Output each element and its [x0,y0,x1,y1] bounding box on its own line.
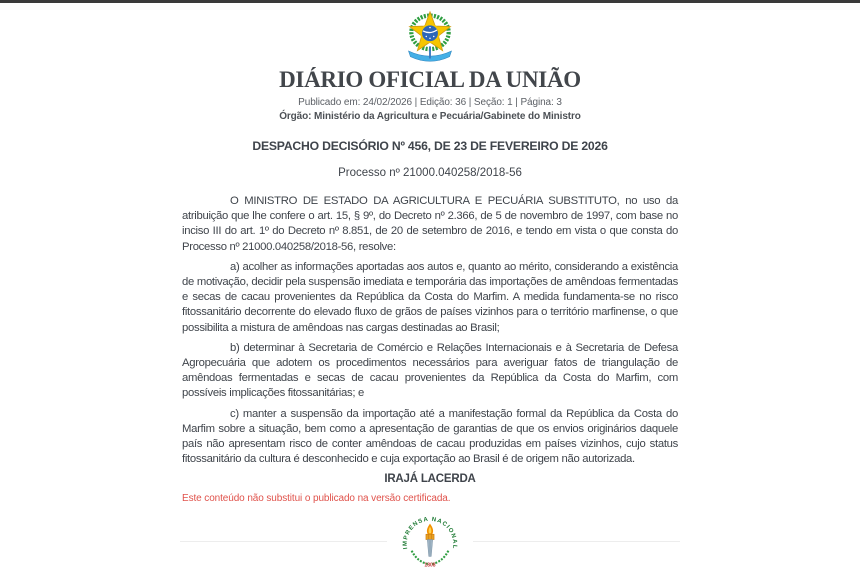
publication-meta: Publicado em: 24/02/2026 | Edição: 36 | Seção: 1 | Página: 3 [298,97,562,108]
seal-year-text: 1808 [424,563,436,570]
gazette-header [0,3,860,123]
footer-divider-left [180,541,387,542]
certification-note: Este conteúdo não substitui o publicado na versão certificada. [182,493,451,505]
footer-seal-row [180,512,680,570]
act-paragraph-c: c) manter a suspensão da importação até a manifestação formal da República da Costa do Marfim sobre a situação, bem como a apresentação de garantias de que os envios originários daquele país não apresentam risco de conter amêndoas de cacau produzidas em países vizinhos, cujo status fitossanitário da cultura é desconhecido e cuja exportação ao Brasil é de origem não autorizada. [182,407,678,466]
process-number: Processo nº 21000.040258/2018-56 [338,167,522,179]
act-paragraph-a: a) acolher as informações aportadas aos autos e, quanto ao mérito, considerando a existência de motivação, decidir pela suspensão imediata e temporária das importações de amêndoas fermentadas e secas de cacau provenientes da República da Costa do Marfim. A medida fundamenta-se no risco fitossanitário decorrente do elevado fluxo de grãos de países vizinhos para o território marfinense, o que possibilita a mistura de amêndoas nas cargas destinadas ao Brasil; [182,260,678,334]
organ-meta: Órgão: Ministério da Agricultura e Pecuária/Gabinete do Ministro [279,111,581,122]
act-title: DESPACHO DECISÓRIO Nº 456, DE 23 DE FEVEREIRO DE 2026 [252,139,608,153]
seal-arc-text: IMPRENSA NACIONAL [402,517,458,551]
act-paragraph-b: b) determinar à Secretaria de Comércio e Relações Internacionais e à Secretaria de Defesa Agropecuária que adotem os procedimentos necessários para averiguar fatos de triangulação de amêndoas fermentadas e secas de cacau provenientes da República da Costa do Marfim, com possíveis implicações fitossanitárias; e [182,341,678,400]
act-paragraph-preamble: O MINISTRO DE ESTADO DA AGRICULTURA E PECUÁRIA SUBSTITUTO, no uso da atribuição que lhe confere o art. 15, § 9º, do Decreto nº 2.366, de 5 de novembro de 1997, com base no inciso III do art. 1º do Decreto nº 8.851, de 20 de setembro de 2016, e tendo em vista o que consta do Processo nº 21000.040258/2018-56, resolve: [182,195,678,253]
gazette-title: DIÁRIO OFICIAL DA UNIÃO [279,67,581,92]
imprensa-nacional-seal-icon [401,512,459,570]
signature-name: IRAJÁ LACERDA [384,473,476,486]
footer-divider-right [473,541,680,542]
brazil-coat-of-arms-icon [396,9,464,65]
act-content [182,138,678,505]
